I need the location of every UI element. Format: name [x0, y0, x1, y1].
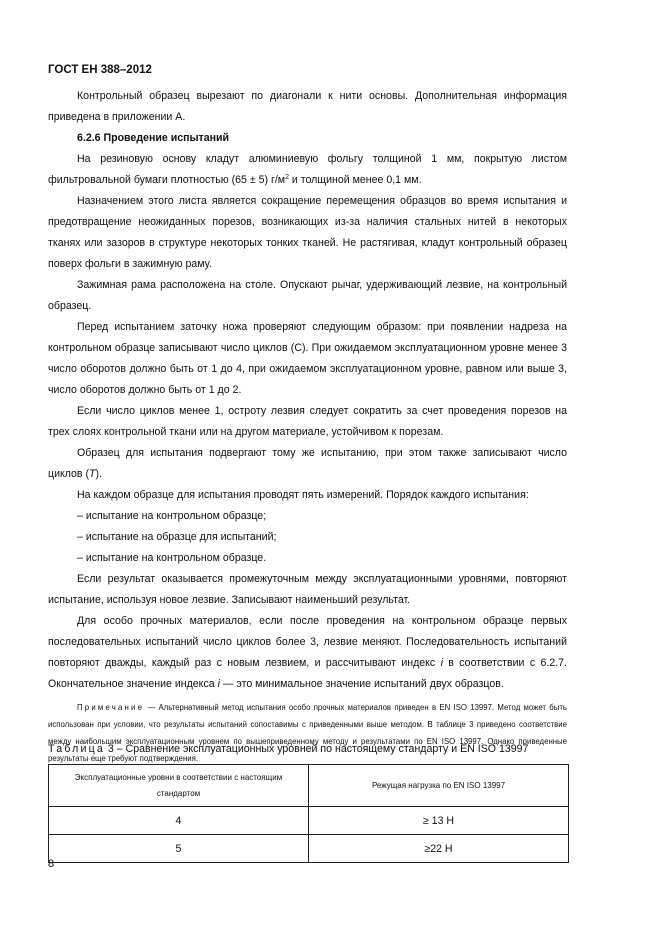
paragraph — [48, 611, 567, 695]
table-row — [49, 835, 569, 863]
table-header-cell: Эксплуатационные уровни в соответствии с настоящим стандартом — [49, 765, 309, 807]
document-body — [48, 86, 567, 767]
document-header: ГОСТ ЕН 388–2012 — [48, 64, 152, 76]
text-run: ). — [95, 468, 102, 480]
note-text: — Альтернативный метод испытания особо прочных материалов приведен в EN ISO 13997. Метод может быть использован при условии, что результаты испытаний сопоставимы с приведенными выше методом. В таблице 3 приведено соответствие между наибольшим эксплуатационным уровнем по вышеприведенному методу и результатами по EN ISO 13997. Однако приведенные результаты еще требуют подтверждения. — [48, 703, 567, 763]
paragraph: Контрольный образец вырезают по диагонали к нити основы. Дополнительная информация приведена в приложении А. — [48, 90, 567, 123]
variable: i — [217, 678, 220, 690]
text-run: Образец для испытания подвергают тому же испытанию, при этом также записывают число циклов ( — [48, 447, 567, 480]
page-number: 8 — [48, 858, 55, 870]
table-cell: 5 — [49, 835, 309, 863]
paragraph — [48, 149, 567, 191]
text-run: — это минимальное значение испытаний двух образцов. — [219, 678, 504, 690]
text-run: и толщиной менее 0,1 мм. — [288, 174, 422, 186]
table-header-row — [49, 765, 569, 807]
table-caption-label: Таблица — [48, 743, 105, 755]
comparison-table — [48, 764, 569, 863]
superscript: 2 — [285, 174, 289, 181]
table-caption-text: 3 – Сравнение эксплуатационных уровней по настоящему стандарту и EN ISO 13997 — [104, 743, 529, 755]
variable: Т — [89, 468, 96, 480]
text-run: На резиновую основу кладут алюминиевую фольгу толщиной 1 мм, покрытую листом фильтровальной бумаги плотностью (65 ± 5) г/м — [48, 153, 567, 186]
list-item: – испытание на образце для испытаний; — [77, 531, 277, 543]
paragraph: Если число циклов менее 1, остроту лезвия следует сократить за счет проведения порезов на трех слоях контрольной ткани или на другом материале, устойчивом к порезам. — [48, 405, 567, 438]
note — [48, 699, 567, 767]
list-item: – испытание на контрольном образце; — [77, 510, 267, 522]
table-cell: ≥22 Н — [309, 835, 569, 863]
paragraph — [48, 443, 567, 485]
variable: i — [440, 657, 443, 669]
text-run: Для особо прочных материалов, если после проведения на контрольном образце первых последовательных испытаний число циклов более 3, лезвие меняют. Последовательность испытаний повторяют дважды, каждый раз с новым лезвием, и рассчитывают индекс — [48, 615, 567, 669]
paragraph: Назначением этого листа является сокращение перемещения образцов во время испытания и предотвращение неожиданных порезов, возникающих из-за наличия стальных нитей в некоторых тканях или зазоров в структуре некоторых тонких тканей. Не растягивая, кладут контрольный образец поверх фольги в зажимную раму. — [48, 195, 567, 270]
table-cell: 4 — [49, 807, 309, 835]
paragraph: Зажимная рама расположена на столе. Опускают рычаг, удерживающий лезвие, на контрольный образец. — [48, 279, 567, 312]
section-title: 6.2.6 Проведение испытаний — [77, 132, 230, 144]
table-header-cell: Режущая нагрузка по EN ISO 13997 — [309, 765, 569, 807]
text-run: в соответствии с 6.2.7. Окончательное значение индекса — [48, 657, 567, 690]
note-label: Примечание — [77, 703, 145, 712]
table-row — [49, 807, 569, 835]
table-cell: ≥ 13 Н — [309, 807, 569, 835]
paragraph: Перед испытанием заточку ножа проверяют следующим образом: при появлении надреза на контрольном образце записывают число циклов (С). При ожидаемом эксплуатационном уровне менее 3 число оборотов должно быть от 1 до 4, при ожидаемом эксплуатационном уровне, равном или выше 3, число оборотов должно быть от 1 до 2. — [48, 321, 567, 396]
paragraph: Если результат оказывается промежуточным между эксплуатационными уровнями, повторяют испытание, используя новое лезвие. Записывают наименьший результат. — [48, 573, 567, 606]
paragraph: На каждом образце для испытания проводят пять измерений. Порядок каждого испытания: — [77, 489, 529, 501]
table-caption — [48, 743, 528, 755]
list-item: – испытание на контрольном образце. — [77, 552, 267, 564]
